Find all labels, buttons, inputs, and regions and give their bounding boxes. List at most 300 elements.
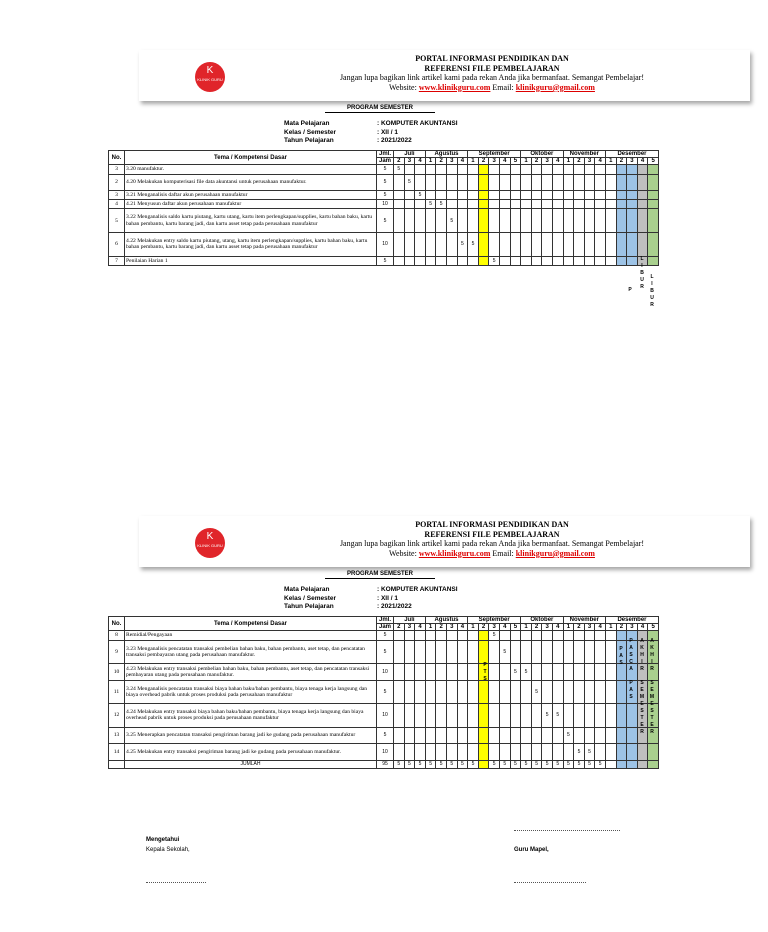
header-week: 4 [595,624,606,631]
week-cell [605,704,616,728]
row-no: 12 [109,704,125,728]
guru-mapel-label: Guru Mapel, [514,847,549,853]
header-week: 4 [415,158,426,165]
mengetahui-label: Mengetahui [146,837,180,843]
week-cell [446,680,457,704]
email-link[interactable]: klinikguru@gmail.com [515,548,595,558]
week-cell [648,190,659,199]
header-banner [139,516,750,567]
week-cell [394,744,405,760]
week-cell [648,200,659,209]
table-row [109,232,659,256]
week-cell [574,165,585,174]
week-cell: 5 [574,744,585,760]
week-cell [446,200,457,209]
week-cell [415,664,426,680]
week-cell [595,232,606,256]
week-cell [510,704,521,728]
table-row [109,640,659,664]
week-cell [584,165,595,174]
total-cell: 5 [584,760,595,768]
header-jml: Jml. [377,617,394,624]
week-cell [521,232,532,256]
week-cell [637,209,648,233]
total-cell: 5 [574,760,585,768]
week-cell [499,174,510,190]
week-cell [468,640,479,664]
week-cell [531,200,542,209]
week-cell [521,200,532,209]
week-cell: 5 [499,640,510,664]
week-cell [637,200,648,209]
week-cell [616,190,627,199]
week-cell [584,680,595,704]
header-month: November [563,617,605,624]
header-week: 3 [542,624,553,631]
header-week: 3 [489,158,500,165]
week-cell [552,165,563,174]
week-cell [616,744,627,760]
header-week: 5 [510,624,521,631]
header-week: 2 [394,624,405,631]
week-cell [584,664,595,680]
week-cell [552,744,563,760]
week-cell [584,256,595,265]
week-cell [489,744,500,760]
klinik-guru-logo: K KLINIK GURU [195,528,225,558]
kepala-sekolah-label: Kepala Sekolah, [146,847,190,853]
week-cell [521,165,532,174]
week-cell [404,190,415,199]
row-jam: 5 [377,640,394,664]
week-cell [563,209,574,233]
week-cell [457,680,468,704]
klinik-guru-logo: K KLINIK GURU [195,62,225,92]
banner-title-1: PORTAL INFORMASI PENDIDIKAN DAN [415,54,569,63]
week-cell [436,256,447,265]
header-week: 3 [446,624,457,631]
header-week: 2 [531,624,542,631]
akhir-semester-label: A K H I R S E M E S T E R [639,638,645,735]
week-cell [616,174,627,190]
week-cell [574,631,585,640]
week-cell [446,640,457,664]
total-cell: 5 [468,760,479,768]
week-cell [457,174,468,190]
week-cell [542,200,553,209]
week-cell: 5 [436,200,447,209]
header-month: Oktober [521,617,563,624]
week-cell [521,631,532,640]
week-cell [521,680,532,704]
header-week: 3 [404,624,415,631]
week-cell [394,664,405,680]
week-cell [616,680,627,704]
email-link[interactable]: klinikguru@gmail.com [515,82,595,92]
week-cell [552,664,563,680]
week-cell [595,200,606,209]
week-cell [436,631,447,640]
banner-text [239,54,745,92]
week-cell [542,680,553,704]
week-cell [627,744,638,760]
week-cell [394,209,405,233]
week-cell: 5 [446,209,457,233]
week-cell [627,209,638,233]
week-cell [425,190,436,199]
week-cell [404,640,415,664]
week-cell [531,232,542,256]
week-cell [415,174,426,190]
week-cell [468,631,479,640]
week-cell [584,631,595,640]
total-cell [478,760,489,768]
week-cell [531,727,542,743]
week-cell [415,631,426,640]
pts-label: P T S [483,662,487,682]
week-cell: 5 [404,174,415,190]
header-no: No. [109,151,125,165]
week-cell [616,704,627,728]
week-cell [521,640,532,664]
header-week: 3 [584,158,595,165]
week-cell [563,744,574,760]
week-cell [595,165,606,174]
week-cell [595,727,606,743]
row-kompetensi: 4.22 Melakukan entry saldo kartu piutang, utang, kartu item perlengkapan/supplies, kartu bahan baku, kartu bahan pembantu, kartu barang jadi, dan kartu asset tetap pada perusahaan manufaktur [125,232,377,256]
week-cell [468,704,479,728]
header-banner [139,50,750,101]
week-cell [531,704,542,728]
week-cell [468,165,479,174]
pasca-pas-label: P A S C A P A S [629,638,633,700]
header-week: 1 [521,624,532,631]
row-jam: 5 [377,256,394,265]
row-kompetensi: 4.20 Melakukan komputerisasi file data akuntansi untuk perusahaan manufaktur. [125,174,377,190]
week-cell [563,640,574,664]
week-cell [637,190,648,199]
week-cell [457,256,468,265]
week-cell [415,200,426,209]
row-jam: 5 [377,174,394,190]
week-cell [415,640,426,664]
week-cell [605,174,616,190]
week-cell [436,680,447,704]
row-no: 4 [109,200,125,209]
header-week: 4 [552,158,563,165]
guru-signature-line [514,882,586,883]
week-cell [510,190,521,199]
week-cell [563,664,574,680]
week-cell [542,174,553,190]
header-week: 1 [563,158,574,165]
table-row [109,190,659,199]
header-week: 4 [499,624,510,631]
week-cell [478,744,489,760]
week-cell: 5 [542,704,553,728]
week-cell [425,631,436,640]
week-cell [499,704,510,728]
week-cell [489,200,500,209]
week-cell [563,200,574,209]
week-cell [648,744,659,760]
header-week: 4 [595,158,606,165]
header-week: 3 [404,158,415,165]
header-no: No. [109,617,125,631]
header-week: 5 [648,624,659,631]
week-cell [468,174,479,190]
week-cell [425,209,436,233]
header-month: September [468,151,521,158]
course-info: Mata Pelajaran : KOMPUTER AKUNTANSI Kelas / Semester : XII / 1 Tahun Pelajaran : 2021/2022 [284,586,458,610]
week-cell: 5 [457,232,468,256]
week-cell [510,256,521,265]
libur-label: L I B U R [640,256,644,290]
week-cell [404,200,415,209]
week-cell [584,174,595,190]
week-cell [478,232,489,256]
week-cell [510,209,521,233]
kepsek-signature-line [146,882,206,883]
total-jam: 95 [377,760,394,768]
week-cell: 5 [521,664,532,680]
header-week: 1 [605,158,616,165]
week-cell [478,174,489,190]
website-link[interactable]: www.klinikguru.com [418,82,491,92]
week-cell [425,704,436,728]
week-cell [574,209,585,233]
week-cell [394,631,405,640]
week-cell [542,190,553,199]
week-cell [394,704,405,728]
week-cell [574,640,585,664]
week-cell [425,165,436,174]
week-cell [510,744,521,760]
week-cell: 5 [563,727,574,743]
week-cell [457,640,468,664]
header-week: 1 [425,158,436,165]
header-week: 4 [552,624,563,631]
week-cell [574,704,585,728]
total-cell: 5 [563,760,574,768]
week-cell [478,680,489,704]
pas-label: P [628,287,632,293]
week-cell [510,200,521,209]
header-week: 4 [637,158,648,165]
total-cell: 5 [394,760,405,768]
week-cell [648,209,659,233]
row-jam: 5 [377,190,394,199]
week-cell [446,727,457,743]
row-no: 5 [109,209,125,233]
header-week: 1 [521,158,532,165]
week-cell [584,640,595,664]
week-cell [531,744,542,760]
row-no: 13 [109,727,125,743]
week-cell [457,631,468,640]
week-cell [468,680,479,704]
week-cell [563,704,574,728]
week-cell [489,165,500,174]
week-cell [446,174,457,190]
week-cell [394,174,405,190]
row-no: 8 [109,631,125,640]
row-no: 6 [109,232,125,256]
week-cell [595,664,606,680]
week-cell [478,209,489,233]
header-month: November [563,151,605,158]
row-jam: 10 [377,200,394,209]
week-cell [436,174,447,190]
week-cell [404,232,415,256]
week-cell [574,190,585,199]
week-cell [478,704,489,728]
week-cell [510,232,521,256]
week-cell [415,232,426,256]
header-week: 5 [510,158,521,165]
table-row [109,200,659,209]
week-cell [521,174,532,190]
week-cell [499,631,510,640]
week-cell [552,209,563,233]
week-cell [510,680,521,704]
week-cell [605,232,616,256]
week-cell [394,232,405,256]
total-cell: 5 [425,760,436,768]
week-cell [436,165,447,174]
week-cell: 5 [584,744,595,760]
total-cell: 5 [595,760,606,768]
header-week: 1 [468,624,479,631]
week-cell [648,174,659,190]
header-week: 3 [446,158,457,165]
week-cell [499,664,510,680]
website-link[interactable]: www.klinikguru.com [418,548,491,558]
week-cell [425,744,436,760]
week-cell [531,664,542,680]
week-cell [648,256,659,265]
total-cell [616,760,627,768]
row-kompetensi: 4.21 Menyusun daftar akun perusahaan manufaktur [125,200,377,209]
week-cell [531,174,542,190]
table-row [109,165,659,174]
week-cell: 5 [552,704,563,728]
header-month: Agustus [425,617,467,624]
week-cell [489,640,500,664]
week-cell [415,680,426,704]
week-cell [415,165,426,174]
row-kompetensi: 4.25 Melakukan entry transaksi pengiriman barang jadi ke gudang pada perusahaan manufaktur. [125,744,377,760]
header-week: 2 [574,624,585,631]
week-cell [574,664,585,680]
week-cell [605,190,616,199]
week-cell [584,704,595,728]
week-cell [468,744,479,760]
akhir-semester-label: A K H I R S E M E S T E R [649,638,655,735]
program-semester-title: PROGRAM SEMESTER [325,105,435,113]
week-cell [595,174,606,190]
week-cell [542,727,553,743]
pas-label: P A S [619,646,623,666]
week-cell [499,680,510,704]
week-cell [499,209,510,233]
header-month: September [468,617,521,624]
header-row-months [109,151,659,158]
week-cell [489,190,500,199]
week-cell [468,209,479,233]
week-cell [521,727,532,743]
row-no: 7 [109,256,125,265]
header-week: 4 [499,158,510,165]
week-cell [446,190,457,199]
week-cell [563,680,574,704]
week-cell [499,200,510,209]
week-cell [436,190,447,199]
header-month: Desember [605,617,658,624]
page-1 [108,50,660,310]
week-cell: 5 [394,165,405,174]
table-row [109,209,659,233]
week-cell [468,727,479,743]
week-cell [531,190,542,199]
row-kompetensi: 4.24 Melakukan entry transaksi biaya bahan baku/bahan pembantu, biaya tenaga kerja langsung dan biaya overhead pabrik untuk proses produksi pada perusahaan manufaktur [125,704,377,728]
total-row [109,760,659,768]
week-cell [478,256,489,265]
week-cell [489,232,500,256]
week-cell [637,744,648,760]
week-cell [605,744,616,760]
week-cell [425,680,436,704]
week-cell [627,232,638,256]
week-cell [595,680,606,704]
week-cell [637,174,648,190]
row-no: 10 [109,664,125,680]
table-row [109,256,659,265]
header-week: 3 [627,624,638,631]
header-row-months [109,617,659,624]
header-week: 3 [627,158,638,165]
week-cell [436,209,447,233]
week-cell [574,232,585,256]
week-cell [425,232,436,256]
week-cell [521,704,532,728]
row-no: 9 [109,640,125,664]
week-cell [521,744,532,760]
week-cell [627,165,638,174]
week-cell [637,232,648,256]
week-cell [499,165,510,174]
week-cell [605,165,616,174]
week-cell [605,256,616,265]
week-cell [510,174,521,190]
header-week: 4 [415,624,426,631]
table-row [109,704,659,728]
row-jam: 5 [377,209,394,233]
week-cell [394,190,405,199]
week-cell [584,209,595,233]
row-no: 3 [109,190,125,199]
banner-title-2: REFERENSI FILE PEMBELAJARAN [424,63,560,73]
week-cell: 5 [468,232,479,256]
week-cell [499,190,510,199]
week-cell [595,190,606,199]
week-cell [616,165,627,174]
week-cell [595,209,606,233]
header-week: 2 [394,158,405,165]
week-cell [552,200,563,209]
header-jam: Jam [377,624,394,631]
row-kompetensi: Penilaian Harian 1 [125,256,377,265]
